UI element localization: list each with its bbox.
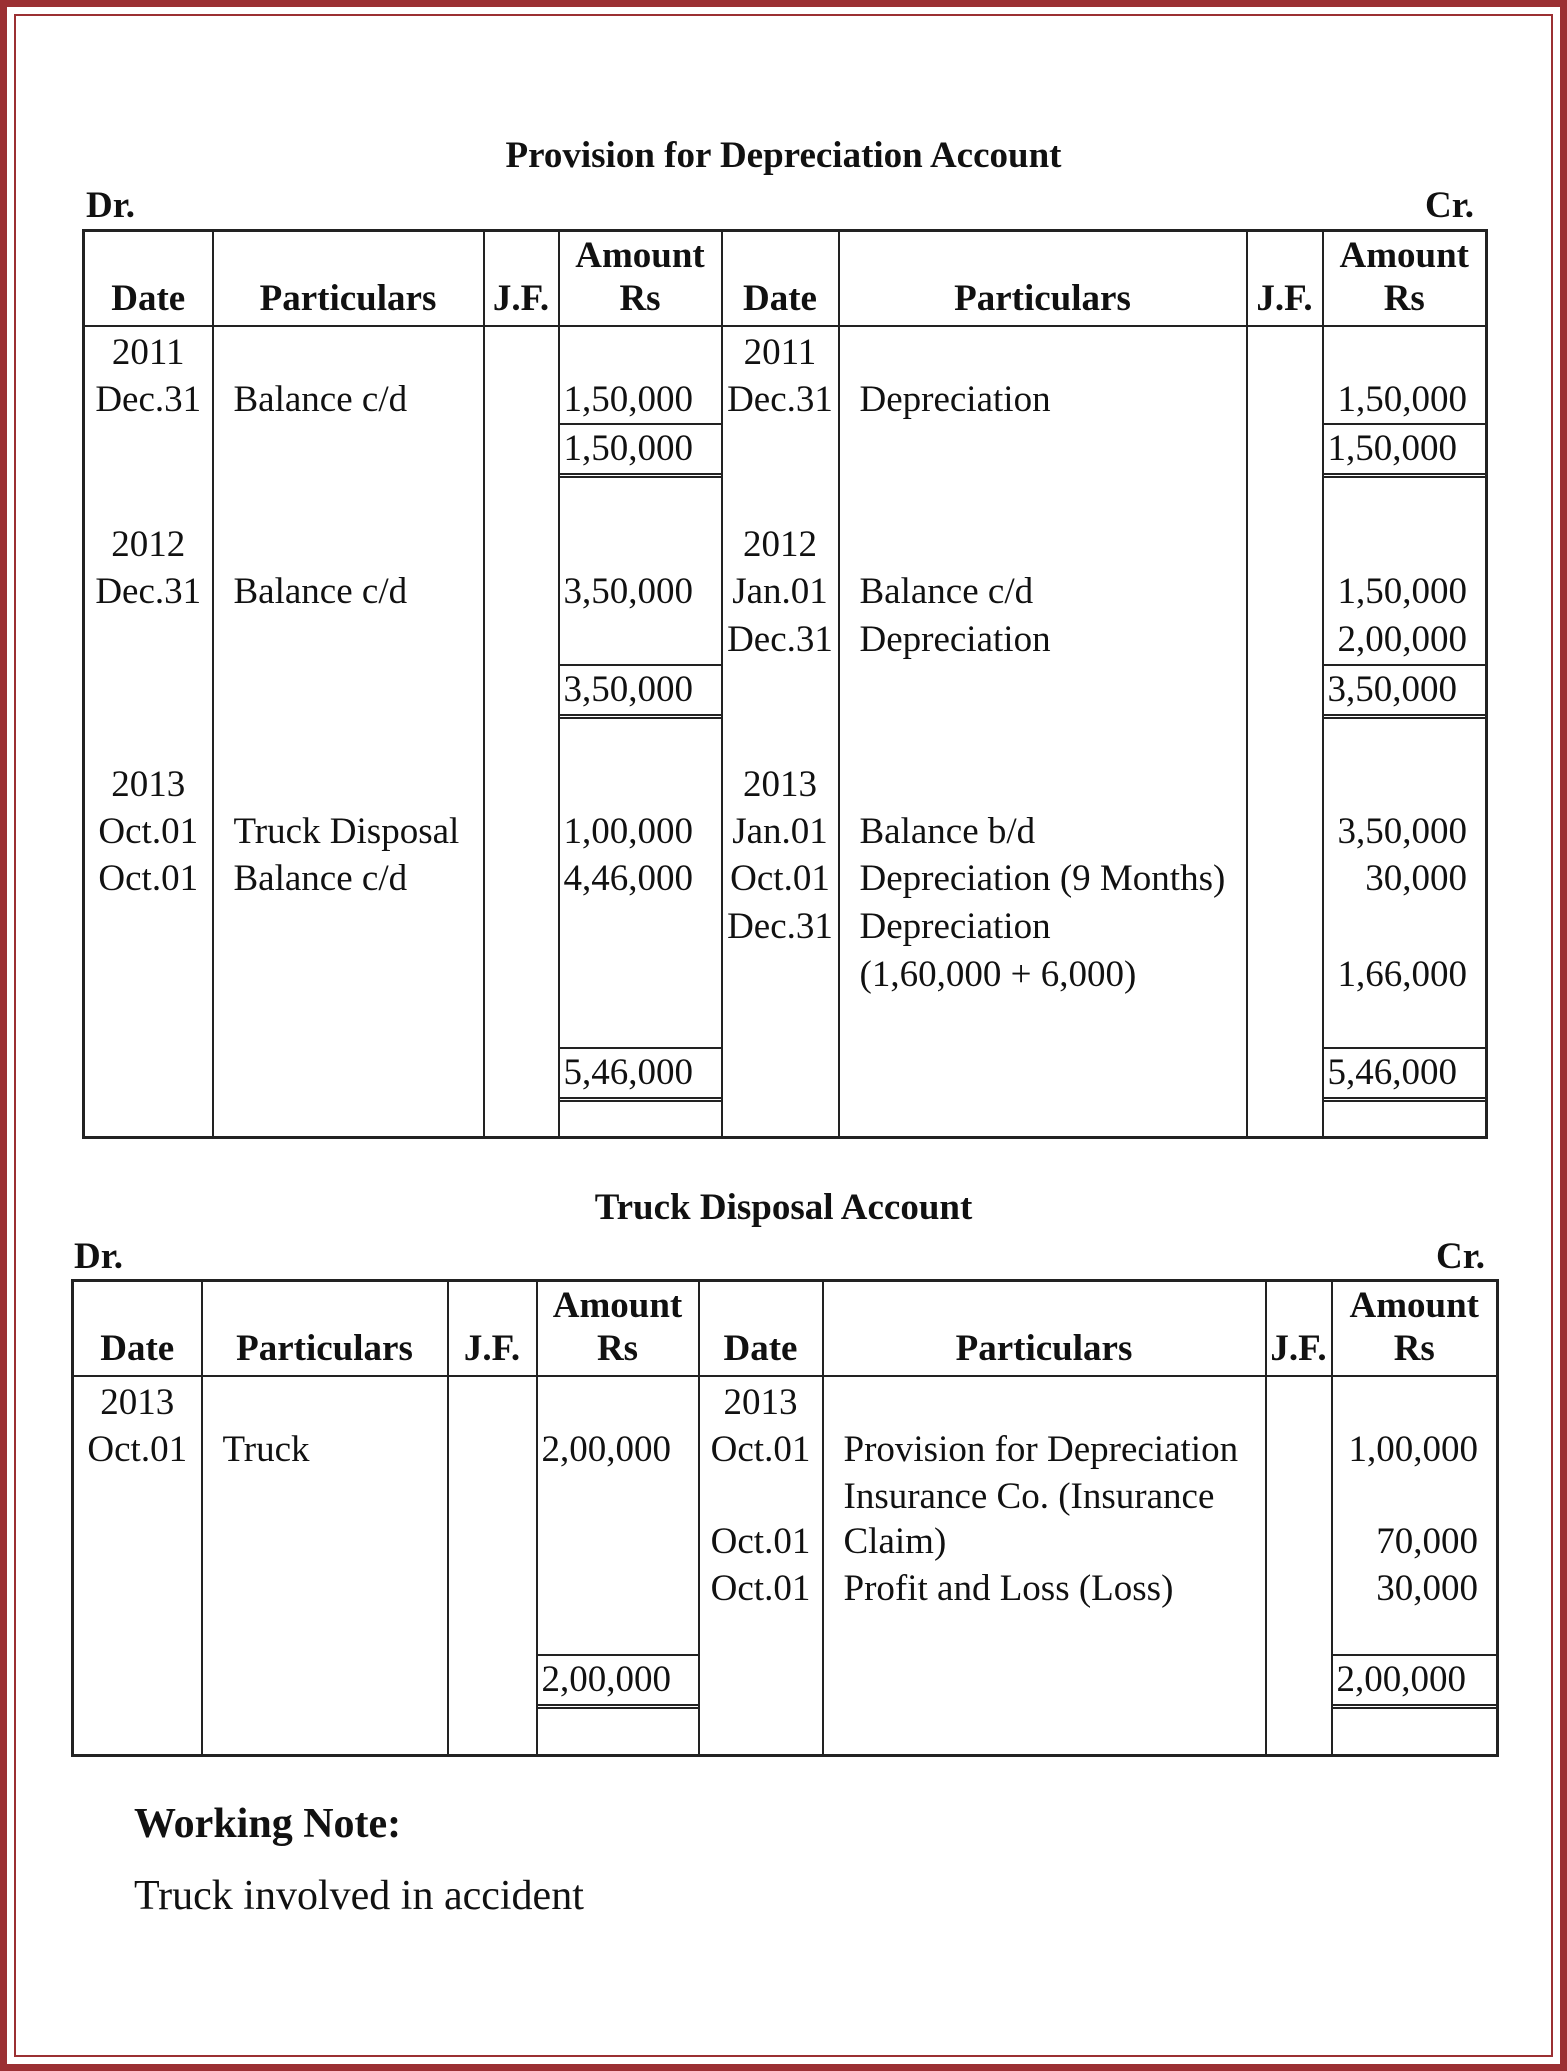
td-cr-amount: 30,000 <box>1376 1567 1478 1609</box>
td-cr-date-header: Date <box>699 1281 823 1376</box>
working-note-heading: Working Note: <box>134 1801 402 1847</box>
td-body-row <box>73 1376 1498 1756</box>
td-cr-amount: 1,00,000 <box>1348 1428 1478 1470</box>
pd-dr-total: 3,50,000 <box>560 664 721 719</box>
td-dr-date-header: Date <box>73 1281 202 1376</box>
pd-dr-total: 1,50,000 <box>560 423 721 478</box>
td-dr-label: Dr. <box>74 1236 123 1277</box>
pd-dr-date: Dec.31 <box>95 570 202 612</box>
td-cr-amount-header: Amount Rs <box>1332 1281 1498 1376</box>
td-dr-amount-header: Amount Rs <box>537 1281 699 1376</box>
pd-title: Provision for Depreciation Account <box>505 135 1062 176</box>
pd-ledger-table <box>82 229 1488 1139</box>
pd-cr-amount: 1,50,000 <box>1337 570 1467 612</box>
td-cr-date: Oct.01 <box>710 1567 811 1609</box>
pd-cr-amount: 3,50,000 <box>1337 810 1467 852</box>
pd-cr-year-2012: 2012 <box>743 523 817 565</box>
pd-cr-particulars-header: Particulars <box>839 231 1247 326</box>
td-cr-total: 2,00,000 <box>1333 1654 1497 1709</box>
pd-cr-amount: 1,50,000 <box>1337 378 1467 420</box>
pd-dr-year-2012: 2012 <box>111 523 186 565</box>
td-cr-particulars: Claim) <box>843 1520 947 1562</box>
td-cr-particulars: Provision for Depreciation <box>843 1428 1239 1470</box>
pd-body-row <box>84 326 1487 1138</box>
td-cr-particulars: Insurance Co. (Insurance <box>843 1475 1215 1517</box>
pd-cr-year-2013: 2013 <box>743 763 817 805</box>
pd-cr-total: 5,46,000 <box>1324 1047 1486 1102</box>
pd-cr-particulars-formula: (1,60,000 + 6,000) <box>859 953 1137 995</box>
pd-dr-particulars-header: Particulars <box>213 231 484 326</box>
pd-cr-particulars: Balance c/d <box>859 570 1034 612</box>
pd-dr-amount: 3,50,000 <box>563 570 693 612</box>
pd-dr-amount: 1,00,000 <box>563 810 693 852</box>
td-dr-date: Oct.01 <box>87 1428 188 1470</box>
pd-cr-date: Jan.01 <box>732 810 828 852</box>
pd-cr-amount-header: Amount Rs <box>1323 231 1487 326</box>
pd-dr-year-2011: 2011 <box>111 331 185 373</box>
td-cr-amount: 70,000 <box>1376 1520 1478 1562</box>
pd-cr-date: Oct.01 <box>730 857 830 899</box>
td-dr-particulars: Truck <box>222 1428 310 1470</box>
pd-cr-amount: 2,00,000 <box>1337 618 1467 660</box>
td-dr-particulars-header: Particulars <box>202 1281 448 1376</box>
td-cr-date: Oct.01 <box>710 1428 811 1470</box>
working-note-text: Truck involved in accident <box>134 1873 584 1919</box>
td-cr-jf-header: J.F. <box>1266 1281 1332 1376</box>
td-cr-particulars: Profit and Loss (Loss) <box>843 1567 1174 1609</box>
pd-cr-year-2011: 2011 <box>743 331 817 373</box>
td-dr-jf-header: J.F. <box>448 1281 537 1376</box>
td-header-row <box>73 1281 1498 1376</box>
pd-cr-date: Dec.31 <box>727 618 833 660</box>
pd-dr-date: Oct.01 <box>98 857 199 899</box>
td-title: Truck Disposal Account <box>594 1187 973 1228</box>
pd-dr-total: 5,46,000 <box>560 1047 721 1102</box>
td-cr-label: Cr. <box>1436 1236 1485 1277</box>
pd-dr-particulars: Balance c/d <box>233 857 408 899</box>
pd-cr-amount: 1,66,000 <box>1337 953 1467 995</box>
pd-cr-particulars: Depreciation <box>859 905 1051 947</box>
pd-cr-amount: 30,000 <box>1365 857 1467 899</box>
pd-cr-date: Jan.01 <box>732 570 828 612</box>
pd-cr-total: 3,50,000 <box>1324 664 1486 719</box>
td-dr-total: 2,00,000 <box>538 1654 698 1709</box>
pd-dr-amount-header: Amount Rs <box>559 231 722 326</box>
pd-cr-particulars: Depreciation (9 Months) <box>859 857 1226 899</box>
pd-cr-date-header: Date <box>722 231 839 326</box>
pd-dr-year-2013: 2013 <box>111 763 186 805</box>
pd-dr-label: Dr. <box>86 185 135 226</box>
pd-dr-amount: 1,50,000 <box>563 378 693 420</box>
td-dr-amount: 2,00,000 <box>541 1428 671 1470</box>
td-cr-year: 2013 <box>723 1381 798 1423</box>
pd-cr-label: Cr. <box>1425 185 1474 226</box>
pd-cr-particulars: Depreciation <box>859 378 1051 420</box>
pd-dr-jf-header: J.F. <box>484 231 559 326</box>
pd-cr-date: Dec.31 <box>727 905 833 947</box>
pd-dr-particulars: Balance c/d <box>233 570 408 612</box>
pd-cr-jf-header: J.F. <box>1247 231 1323 326</box>
pd-dr-date-header: Date <box>84 231 213 326</box>
pd-dr-particulars: Truck Disposal <box>233 810 460 852</box>
td-cr-date: Oct.01 <box>710 1520 811 1562</box>
pd-dr-date: Oct.01 <box>98 810 199 852</box>
pd-dr-particulars: Balance c/d <box>233 378 408 420</box>
td-dr-year: 2013 <box>100 1381 175 1423</box>
pd-cr-date: Dec.31 <box>727 378 833 420</box>
td-ledger-table <box>71 1279 1499 1757</box>
pd-cr-total: 1,50,000 <box>1324 423 1486 478</box>
pd-dr-amount: 4,46,000 <box>563 857 693 899</box>
pd-cr-particulars: Depreciation <box>859 618 1051 660</box>
pd-header-row <box>84 231 1487 326</box>
pd-cr-particulars: Balance b/d <box>859 810 1036 852</box>
pd-dr-date: Dec.31 <box>95 378 202 420</box>
td-cr-particulars-header: Particulars <box>823 1281 1266 1376</box>
